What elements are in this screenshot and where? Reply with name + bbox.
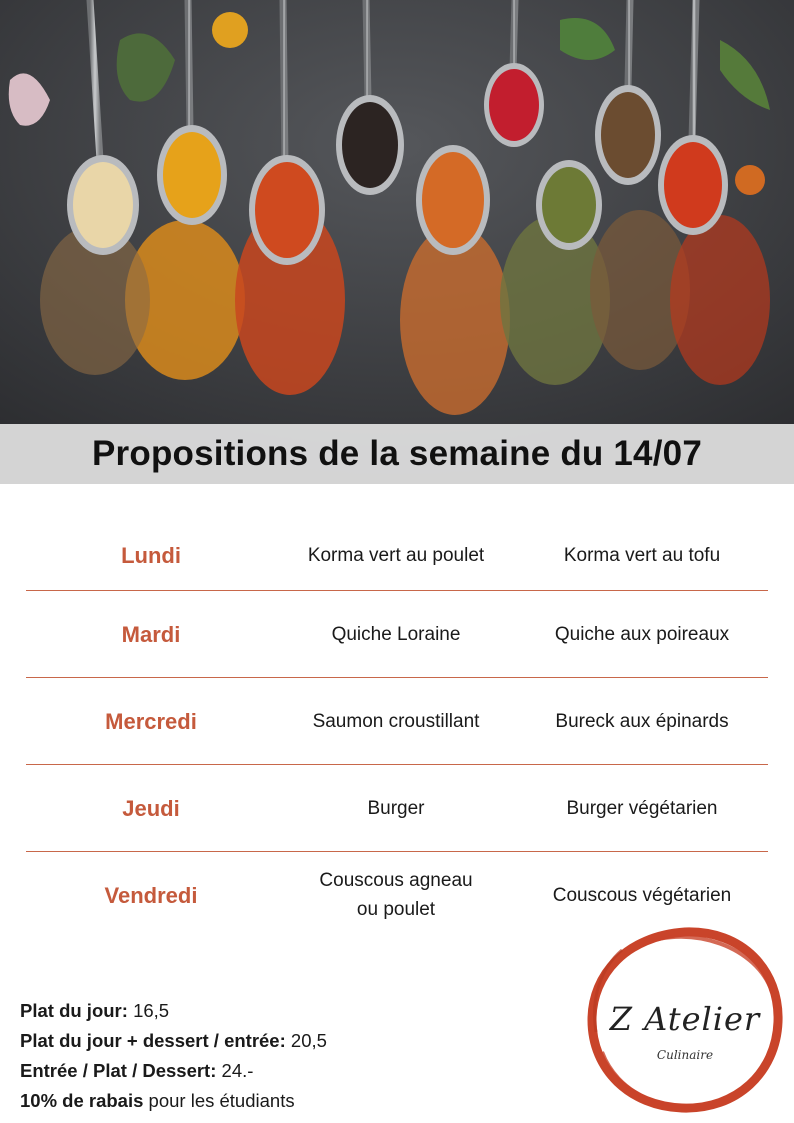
price-label: Plat du jour: (20, 1000, 128, 1021)
dish-name: Burger (367, 797, 425, 819)
day-label: Jeudi (122, 795, 180, 821)
vegetarian-dish-name: Korma vert au tofu (563, 544, 721, 566)
page-title: Propositions de la semaine du 14/07 (92, 434, 702, 473)
price-list (20, 996, 327, 1116)
day-label: Mercredi (105, 708, 197, 734)
price-value: 24.- (221, 1060, 254, 1081)
day-label: Mardi (121, 621, 181, 647)
price-combo (20, 1026, 327, 1056)
price-plat-du-jour (20, 996, 327, 1026)
menu-row-wednesday (26, 678, 768, 765)
day-label: Vendredi (104, 882, 198, 908)
price-label: Entrée / Plat / Dessert: (20, 1060, 217, 1081)
weekly-menu-table (26, 520, 768, 938)
dish-name: Couscous agneau ou poulet (319, 870, 473, 920)
vegetarian-dish-name: Quiche aux poireaux (554, 623, 730, 645)
price-value: 16,5 (133, 1000, 170, 1021)
price-full-menu (20, 1056, 327, 1086)
price-label: Plat du jour + dessert / entrée: (20, 1030, 286, 1051)
logo-name: Z Atelier (609, 1000, 761, 1038)
vegetarian-dish-name: Couscous végétarien (552, 884, 732, 906)
restaurant-logo (582, 922, 788, 1118)
vegetarian-dish-name: Bureck aux épinards (555, 710, 729, 732)
discount-label: 10% de rabais (20, 1090, 144, 1111)
day-label: Lundi (121, 542, 181, 568)
dish-name: Saumon croustillant (312, 710, 480, 732)
dish-name: Quiche Loraine (331, 623, 461, 645)
discount-text: pour les étudiants (148, 1090, 295, 1111)
dish-name: Korma vert au poulet (307, 544, 485, 566)
price-value: 20,5 (290, 1030, 327, 1051)
logo-subtitle: Culinaire (656, 1048, 714, 1062)
menu-row-thursday (26, 765, 768, 852)
vegetarian-dish-name: Burger végétarien (566, 797, 718, 819)
menu-row-tuesday (26, 591, 768, 678)
spice-spoons-photo (0, 0, 794, 484)
student-discount (20, 1086, 327, 1116)
menu-row-monday (26, 520, 768, 591)
title-band (0, 424, 794, 484)
